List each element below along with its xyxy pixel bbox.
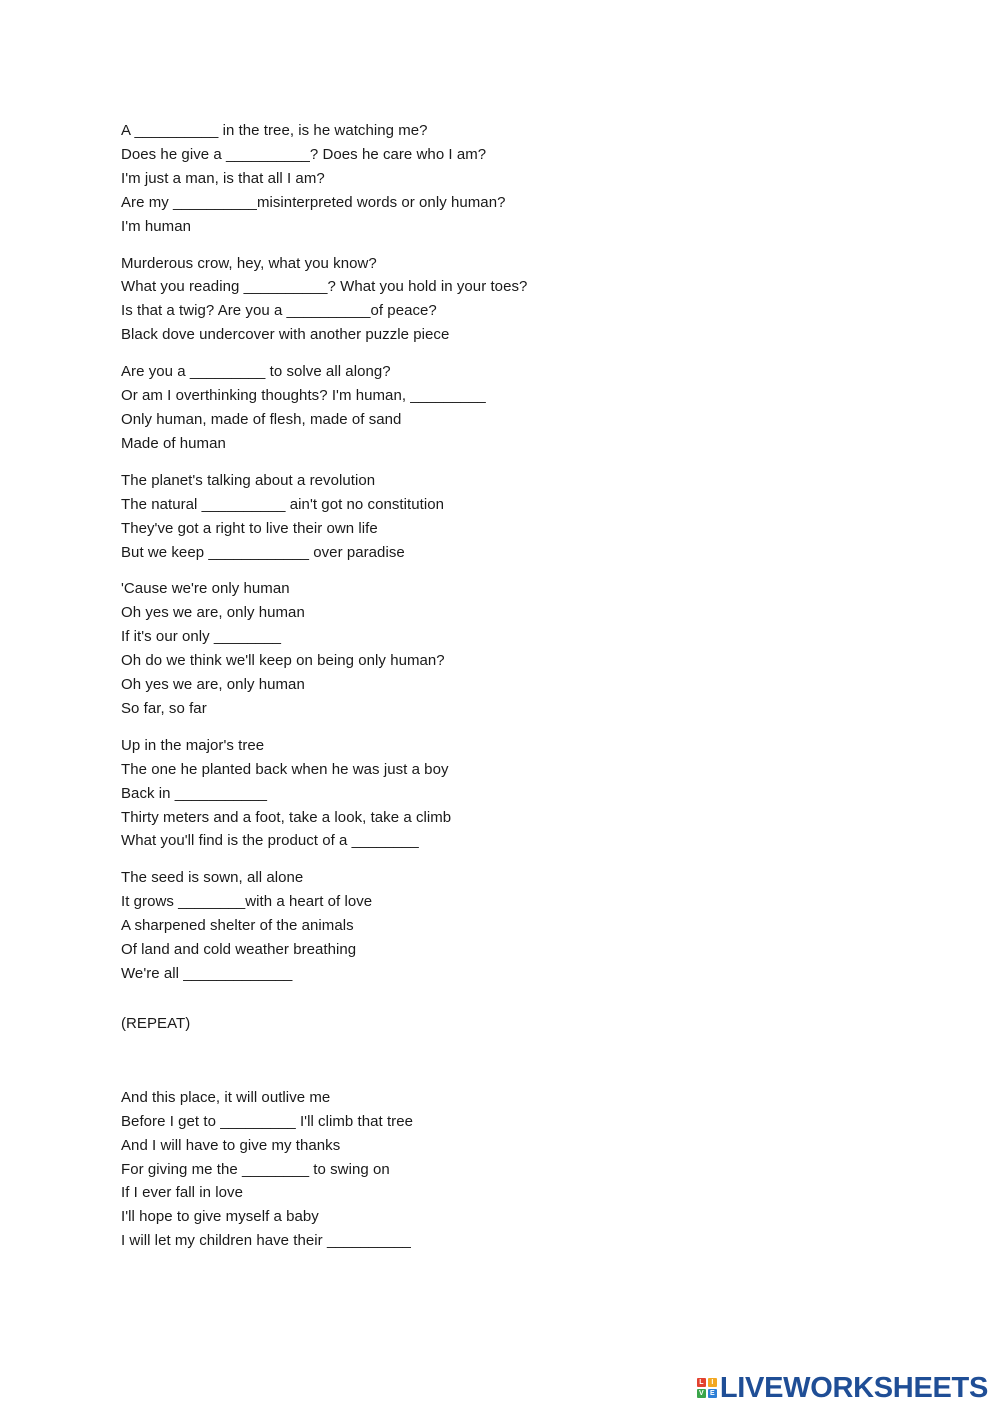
lyric-line: A sharpened shelter of the animals — [121, 917, 354, 935]
lyric-line: I'll hope to give myself a baby — [121, 1208, 319, 1226]
lyric-line: Oh do we think we'll keep on being only human? — [121, 652, 445, 670]
stanza — [121, 360, 721, 456]
lyric-line: Up in the major's tree — [121, 736, 265, 754]
stanza — [121, 119, 721, 239]
stanza-list — [121, 119, 721, 986]
lyric-line: Does he give a __________? Does he care who I am? — [121, 145, 487, 163]
lyric-line: They've got a right to live their own life — [121, 519, 378, 537]
lyric-line: The natural __________ ain't got no constitution — [121, 495, 445, 513]
lyric-line: The one he planted back when he was just a boy — [121, 760, 449, 778]
lyric-line: And this place, it will outlive me — [121, 1088, 331, 1106]
lyric-line: Oh yes we are, only human — [121, 676, 305, 694]
lyric-line: A __________ in the tree, is he watching me? — [121, 122, 428, 139]
lyric-line: And I will have to give my thanks — [121, 1136, 341, 1154]
stanza — [121, 252, 721, 348]
lyric-line: We're all _____________ — [121, 965, 293, 982]
lyric-line: But we keep ____________ over paradise — [121, 543, 405, 561]
logo-square-i: I — [708, 1378, 717, 1387]
lyric-line: Before I get to _________ I'll climb that tree — [121, 1112, 414, 1130]
lyric-line: I'm human — [121, 217, 192, 235]
lyric-line: Oh yes we are, only human — [121, 604, 305, 622]
lyric-line: Murderous crow, hey, what you know? — [121, 254, 377, 272]
final-stanza — [121, 1086, 721, 1253]
lyric-line: If it's our only ________ — [121, 628, 282, 646]
lyric-line: Is that a twig? Are you a __________of peace? — [121, 302, 437, 320]
lyric-line: I will let my children have their __________ — [121, 1232, 411, 1250]
stanza — [121, 734, 721, 854]
lyric-line: Thirty meters and a foot, take a look, take a climb — [121, 808, 452, 826]
lyric-line: Only human, made of flesh, made of sand — [121, 410, 402, 428]
lyric-line: Back in ___________ — [121, 784, 268, 802]
lyric-line: 'Cause we're only human — [121, 580, 290, 598]
lyric-line: What you'll find is the product of a ________ — [121, 832, 419, 850]
liveworksheets-logo-icon — [697, 1378, 717, 1398]
logo-wordmark: LIVEWORKSHEETS — [719, 1372, 988, 1404]
lyric-line: The planet's talking about a revolution — [121, 471, 376, 489]
lyric-line: Or am I overthinking thoughts? I'm human, _________ — [121, 387, 486, 405]
lyric-line: For giving me the ________ to swing on — [121, 1160, 390, 1178]
liveworksheets-logo — [697, 1372, 988, 1404]
stanza — [121, 577, 721, 720]
stanza — [121, 866, 721, 986]
lyric-line: It grows ________with a heart of love — [121, 893, 373, 911]
repeat-marker — [121, 1012, 721, 1036]
lyric-line: Are my __________misinterpreted words or only human? — [121, 193, 506, 211]
lyric-line: I'm just a man, is that all I am? — [121, 169, 325, 187]
stanza — [121, 469, 721, 565]
lyric-line: The seed is sown, all alone — [121, 869, 304, 887]
lyric-line: What you reading __________? What you hold in your toes? — [121, 278, 528, 296]
repeat-label: (REPEAT) — [121, 1014, 191, 1032]
lyrics-body — [121, 119, 721, 1266]
lyric-line: Black dove undercover with another puzzle piece — [121, 326, 450, 344]
logo-square-e: E — [708, 1389, 717, 1398]
lyric-line: Made of human — [121, 434, 226, 452]
logo-square-v: V — [697, 1389, 706, 1398]
lyric-line: Of land and cold weather breathing — [121, 941, 357, 959]
lyric-line: So far, so far — [121, 699, 207, 717]
logo-square-l: L — [697, 1378, 706, 1387]
lyric-line: If I ever fall in love — [121, 1184, 243, 1202]
lyric-line: Are you a _________ to solve all along? — [121, 363, 391, 381]
